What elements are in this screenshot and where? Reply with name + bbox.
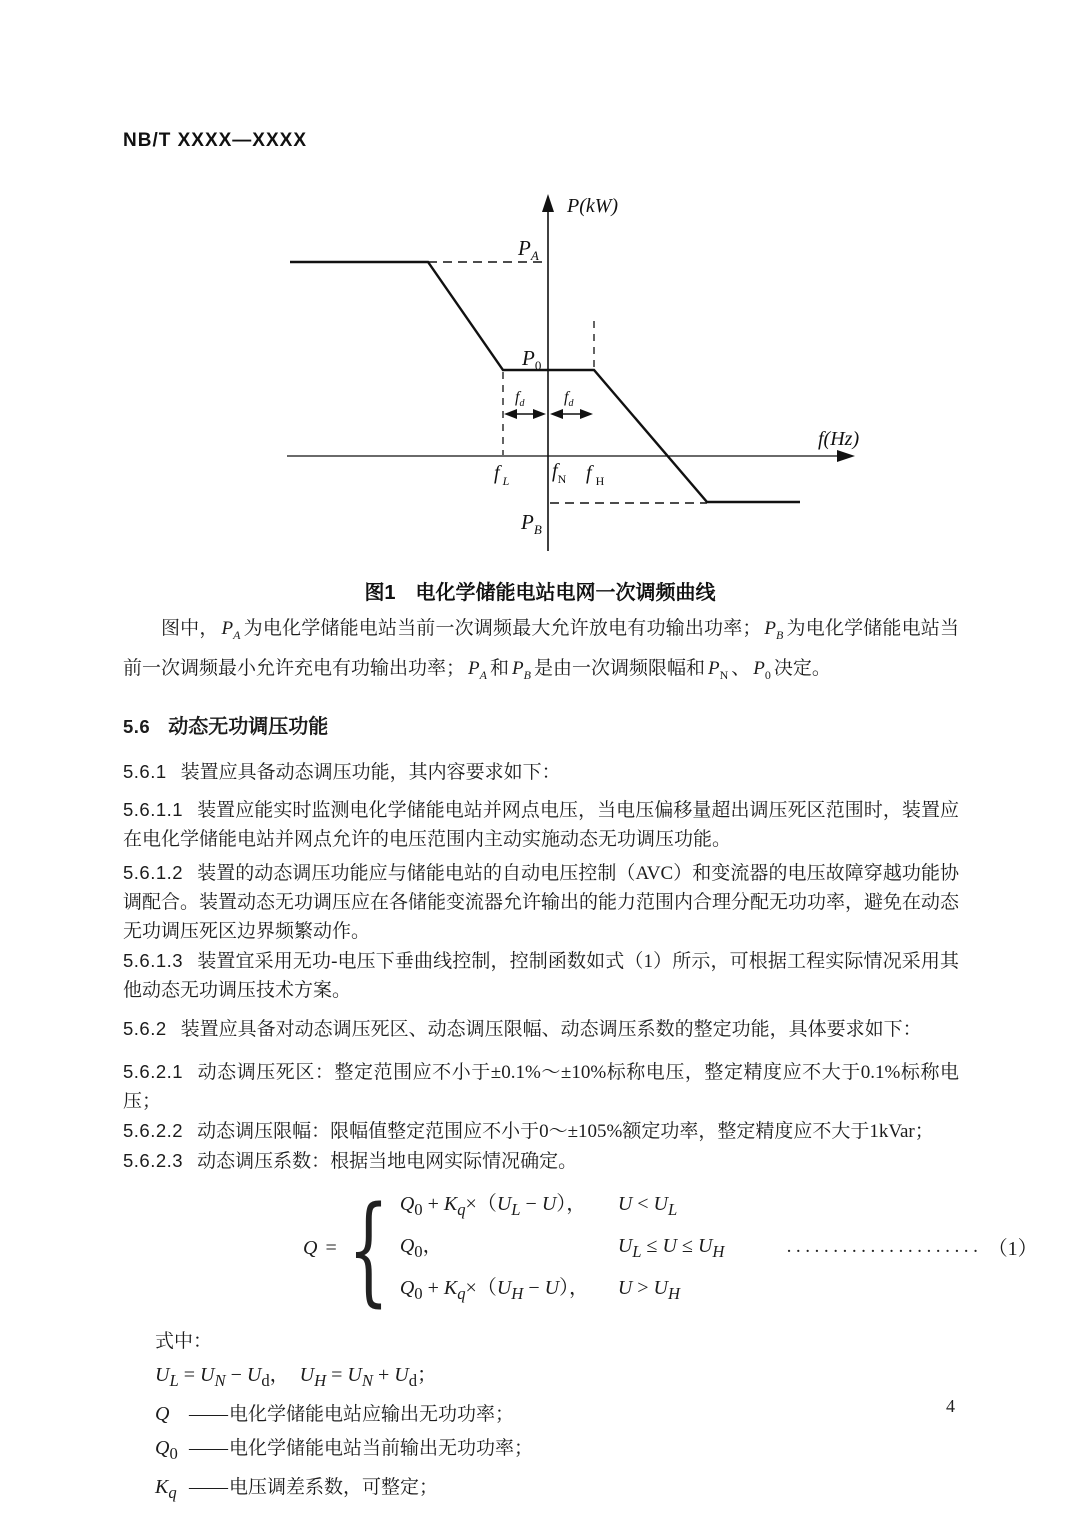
note-text: 和 bbox=[489, 657, 509, 679]
section-heading-5-6 bbox=[123, 714, 959, 740]
label-pb: $P_B$ bbox=[521, 510, 542, 537]
def-q0: $Q_0$ —— 电化学储能电站当前输出无功功率； bbox=[155, 1436, 534, 1463]
var-pb: $P_B$ bbox=[511, 657, 531, 682]
figure-note-paragraph bbox=[123, 612, 959, 692]
equation-1 bbox=[303, 1179, 1038, 1318]
clause-number: 5.6.2.3 bbox=[123, 1149, 184, 1171]
note-text: 决定。 bbox=[773, 657, 831, 679]
clause-number: 5.6.2.2 bbox=[123, 1119, 184, 1141]
where-label: 式中： bbox=[155, 1330, 213, 1352]
x-axis-label: f(Hz) bbox=[818, 428, 860, 450]
clause-5-6-1-2 bbox=[123, 858, 959, 946]
equation-lhs: Q bbox=[303, 1237, 318, 1260]
clause-5-6-2-3 bbox=[123, 1146, 959, 1176]
droop-curve-diagram bbox=[280, 188, 870, 566]
equation-row-2: $Q_0$， $U_L \le U \le U_H$ bbox=[399, 1234, 725, 1261]
clause-text: 装置宜采用无功-电压下垂曲线控制，控制函数如式（1）所示，可根据工程实际情况采用其他动态无功调压技术方案。 bbox=[123, 950, 959, 1001]
clause-5-6-2 bbox=[123, 1014, 959, 1044]
note-text: 为电化学储能电站当前一次调频最小允许充电有功输出功率； bbox=[123, 618, 959, 679]
clause-text: 动态调压死区：整定范围应不小于±0.1%～±10%标称电压，整定精度应不大于0.1%标称电压； bbox=[123, 1061, 959, 1112]
var-pa: $P_A$ bbox=[221, 618, 241, 642]
label-p0: $P_0$ bbox=[522, 346, 542, 373]
section-number: 5.6 bbox=[123, 715, 151, 737]
y-axis-arrow bbox=[542, 194, 554, 212]
droop-curve bbox=[290, 262, 800, 502]
equation-row-1: $Q_0 + K_q\times(U_L - U)$， $U < U_L$ bbox=[399, 1192, 678, 1219]
clause-text: 装置应能实时监测电化学储能电站并网点电压，当电压偏移量超出调压死区范围时，装置应在电化学储能电站并网点允许的电压范围内主动实施动态无功调压功能。 bbox=[123, 799, 959, 850]
section-title: 动态无功调压功能 bbox=[168, 715, 329, 738]
clause-5-6-1-3 bbox=[123, 946, 959, 1005]
note-text: 图中， bbox=[161, 618, 219, 639]
equation-rows bbox=[400, 1186, 786, 1312]
clause-number: 5.6.2.1 bbox=[123, 1060, 184, 1082]
def-ul-uh: $U_L = U_N - U_d$， $U_H = U_N + U_d$； bbox=[155, 1363, 438, 1390]
figure-1-droop-curve bbox=[280, 188, 870, 566]
document-body bbox=[123, 612, 1038, 1508]
equals-sign: = bbox=[325, 1237, 337, 1260]
label-fd-left: $f_d$ bbox=[515, 389, 525, 409]
note-text: 为电化学储能电站当前一次调频最大允许放电有功输出功率； bbox=[243, 618, 762, 639]
var-pa: $P_A$ bbox=[468, 657, 487, 682]
figure-caption: 图1 电化学储能电站电网一次调频曲线 bbox=[364, 582, 716, 604]
clause-text: 装置应具备动态调压功能，其内容要求如下： bbox=[180, 761, 561, 783]
y-axis-label: P(kW) bbox=[567, 195, 619, 217]
clause-number: 5.6.1.3 bbox=[123, 949, 184, 971]
page-number: 4 bbox=[946, 1396, 955, 1416]
note-text: 是由一次调频限幅和 bbox=[533, 657, 705, 679]
label-fn: $f_N$ bbox=[552, 460, 567, 486]
doc-header: NB/T XXXX—XXXX bbox=[123, 130, 307, 151]
clause-5-6-1 bbox=[123, 757, 959, 787]
clause-number: 5.6.2 bbox=[123, 1017, 167, 1039]
equation-row-3: $Q_0 + K_q\times(U_H - U)$， $U > U_H$ bbox=[399, 1276, 681, 1303]
label-fl: f $_L$ bbox=[494, 462, 510, 488]
clause-text: 装置的动态调压功能应与储能电站的自动电压控制（AVC）和变流器的电压故障穿越功能协调配合。装置动态无功调压应在各储能变流器允许输出的能力范围内合理分配无功功率，避免在动态无功调压死区边界频繁动作。 bbox=[123, 862, 960, 942]
clause-5-6-1-1 bbox=[123, 795, 959, 854]
label-fd-right: $f_d$ bbox=[564, 389, 574, 409]
clause-text: 动态调压限幅：限幅值整定范围应不小于0～±105%额定功率，整定精度应不大于1kVar； bbox=[197, 1120, 934, 1142]
clause-5-6-2-1 bbox=[123, 1057, 959, 1116]
equation-number: （1） bbox=[987, 1238, 1038, 1261]
dot-leader: ····················· bbox=[785, 1241, 982, 1263]
clause-number: 5.6.1 bbox=[123, 760, 167, 782]
def-q: Q —— 电化学储能电站应输出无功功率； bbox=[155, 1402, 515, 1425]
clause-5-6-2-2 bbox=[123, 1116, 959, 1146]
clause-text: 动态调压系数：根据当地电网实际情况确定。 bbox=[197, 1150, 578, 1172]
clause-text: 装置应具备对动态调压死区、动态调压限幅、动态调压系数的整定功能，具体要求如下： bbox=[180, 1018, 922, 1040]
label-fh: f $_H$ bbox=[586, 462, 605, 488]
var-pn: $P_N$ bbox=[707, 657, 729, 682]
var-pb: $P_B$ bbox=[764, 618, 784, 642]
clause-number: 5.6.1.2 bbox=[123, 861, 184, 883]
note-text: 、 bbox=[731, 657, 751, 679]
where-block bbox=[155, 1326, 959, 1508]
x-axis-arrow bbox=[837, 450, 855, 462]
def-kq: $K_q$ —— 电压调差系数，可整定； bbox=[155, 1475, 439, 1502]
var-p0: $P_0$ bbox=[753, 657, 771, 682]
left-brace: { bbox=[347, 1179, 389, 1318]
deadband-arrow-left bbox=[504, 409, 546, 419]
clause-number: 5.6.1.1 bbox=[123, 798, 184, 820]
label-pa: $P_A$ bbox=[518, 236, 539, 263]
deadband-arrow-right bbox=[550, 409, 593, 419]
